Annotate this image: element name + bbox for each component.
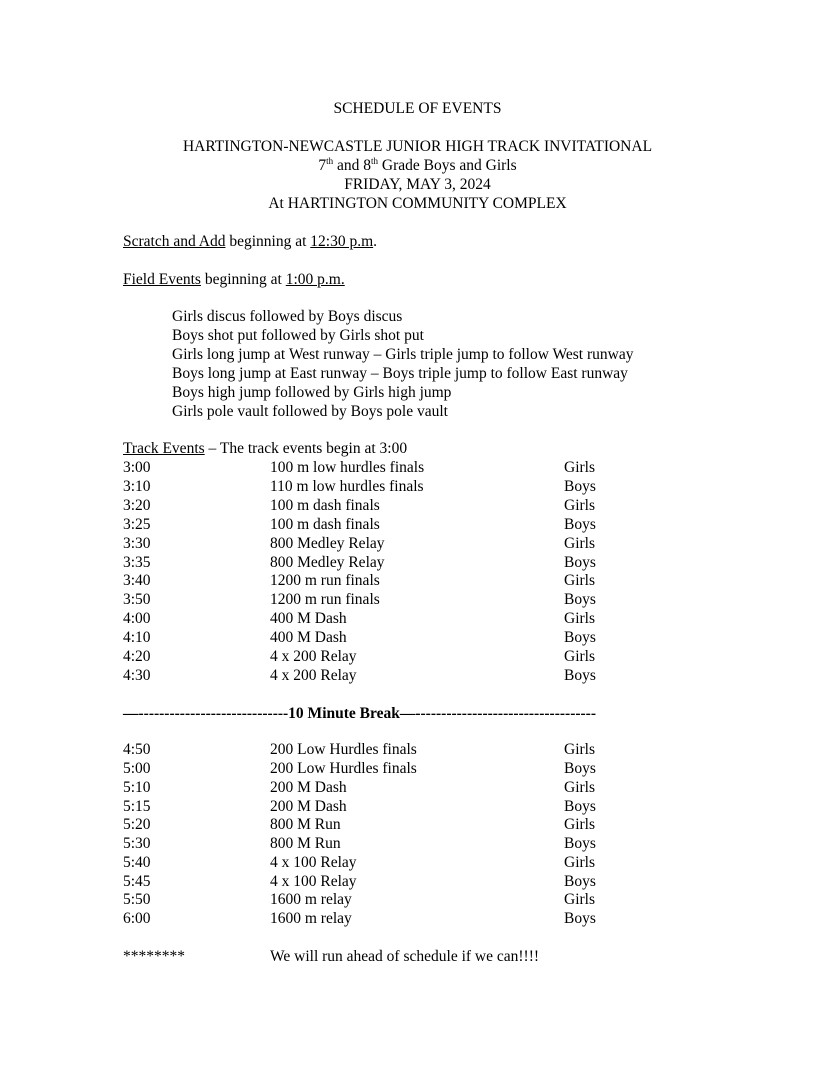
- event-time: 4:50: [123, 741, 151, 758]
- event-time: 5:10: [123, 779, 151, 796]
- break-divider: —-----------------------------10 Minute Break—-----------------------------------: [123, 705, 596, 722]
- event-gender: Girls: [564, 459, 595, 476]
- event-time: 4:10: [123, 629, 151, 646]
- event-time: 5:15: [123, 798, 151, 815]
- event-name: 800 Medley Relay: [270, 535, 385, 552]
- schedule-row: [0, 590, 835, 609]
- schedule-row: [0, 834, 835, 853]
- event-name: 1600 m relay: [270, 910, 352, 927]
- event-name: 4 x 200 Relay: [270, 648, 357, 665]
- grade-line: [0, 156, 835, 175]
- event-name: 200 Low Hurdles finals: [270, 760, 417, 777]
- event-gender: Boys: [564, 760, 596, 777]
- event-gender: Boys: [564, 478, 596, 495]
- event-time: 4:30: [123, 667, 151, 684]
- event-name: 800 Medley Relay: [270, 554, 385, 571]
- event-gender: Boys: [564, 554, 596, 571]
- grade-eight: and 8: [333, 157, 371, 174]
- event-gender: Girls: [564, 891, 595, 908]
- event-time: 5:45: [123, 873, 151, 890]
- event-gender: Girls: [564, 535, 595, 552]
- event-time: 5:50: [123, 891, 151, 908]
- field-event-item: Boys shot put followed by Girls shot put: [172, 327, 424, 344]
- scratch-text: beginning at: [225, 233, 311, 250]
- event-time: 3:35: [123, 554, 151, 571]
- event-time: 3:50: [123, 591, 151, 608]
- scratch-time: 12:30 p.m: [310, 233, 374, 250]
- scratch-line: [123, 232, 377, 251]
- meet-location: At HARTINGTON COMMUNITY COMPLEX: [268, 195, 567, 212]
- field-event-item: Girls pole vault followed by Boys pole vault: [172, 403, 448, 420]
- schedule-row: [0, 477, 835, 496]
- schedule-row: [0, 797, 835, 816]
- schedule-row: [0, 890, 835, 909]
- track-events-line: [123, 439, 407, 458]
- schedule-row: [0, 740, 835, 759]
- event-gender: Boys: [564, 629, 596, 646]
- schedule-row: [0, 534, 835, 553]
- schedule-row: [0, 458, 835, 477]
- event-name: 1200 m run finals: [270, 572, 380, 589]
- event-name: 100 m dash finals: [270, 497, 380, 514]
- schedule-row: [0, 647, 835, 666]
- event-name: 1200 m run finals: [270, 591, 380, 608]
- field-event-item: Boys long jump at East runway – Boys triple jump to follow East runway: [172, 365, 628, 382]
- event-time: 3:20: [123, 497, 151, 514]
- event-gender: Boys: [564, 910, 596, 927]
- event-name: 1600 m relay: [270, 891, 352, 908]
- field-event-item: Girls long jump at West runway – Girls triple jump to follow West runway: [172, 346, 634, 363]
- schedule-row: [0, 778, 835, 797]
- scratch-label: Scratch and Add: [123, 233, 226, 250]
- event-time: 3:10: [123, 478, 151, 495]
- schedule-row: [0, 853, 835, 872]
- schedule-row: [0, 909, 835, 928]
- event-time: 4:00: [123, 610, 151, 627]
- field-event-item: Girls discus followed by Boys discus: [172, 308, 403, 325]
- track-events-text: – The track events begin at 3:00: [204, 440, 408, 457]
- schedule-row: [0, 815, 835, 834]
- event-gender: Boys: [564, 591, 596, 608]
- event-time: 5:00: [123, 760, 151, 777]
- event-name: 4 x 100 Relay: [270, 854, 357, 871]
- field-event-item: Boys high jump followed by Girls high jump: [172, 384, 452, 401]
- event-time: 5:40: [123, 854, 151, 871]
- grade-eight-suffix: th: [371, 156, 379, 166]
- event-gender: Boys: [564, 873, 596, 890]
- field-events-text: beginning at: [200, 271, 286, 288]
- event-name: 4 x 200 Relay: [270, 667, 357, 684]
- field-events-label: Field Events: [123, 271, 201, 288]
- event-gender: Girls: [564, 816, 595, 833]
- event-name: 800 M Run: [270, 835, 341, 852]
- field-events-time: 1:00 p.m.: [285, 271, 345, 288]
- field-events-line: [123, 270, 345, 289]
- schedule-row: [0, 496, 835, 515]
- event-gender: Girls: [564, 779, 595, 796]
- schedule-row: [0, 571, 835, 590]
- meet-date: FRIDAY, MAY 3, 2024: [344, 176, 491, 193]
- meet-name: HARTINGTON-NEWCASTLE JUNIOR HIGH TRACK INVITATIONAL: [182, 138, 653, 155]
- event-gender: Girls: [564, 497, 595, 514]
- event-name: 100 m dash finals: [270, 516, 380, 533]
- schedule-row: [0, 666, 835, 685]
- grade-seven-suffix: th: [326, 156, 334, 166]
- event-name: 200 Low Hurdles finals: [270, 741, 417, 758]
- schedule-row: [0, 872, 835, 891]
- schedule-row: [0, 553, 835, 572]
- event-gender: Boys: [564, 667, 596, 684]
- event-time: 4:20: [123, 648, 151, 665]
- event-name: 400 M Dash: [270, 629, 347, 646]
- event-time: 5:20: [123, 816, 151, 833]
- track-events-label: Track Events: [123, 440, 205, 457]
- event-gender: Girls: [564, 854, 595, 871]
- event-time: 3:40: [123, 572, 151, 589]
- footer-stars: ********: [123, 948, 185, 965]
- grade-seven: 7: [318, 157, 327, 174]
- event-name: 100 m low hurdles finals: [270, 459, 425, 476]
- event-name: 200 M Dash: [270, 798, 347, 815]
- event-name: 200 M Dash: [270, 779, 347, 796]
- document-title: SCHEDULE OF EVENTS: [333, 100, 502, 117]
- event-time: 6:00: [123, 910, 151, 927]
- event-gender: Boys: [564, 516, 596, 533]
- event-gender: Girls: [564, 741, 595, 758]
- schedule-row: [0, 628, 835, 647]
- event-time: 3:30: [123, 535, 151, 552]
- event-gender: Girls: [564, 610, 595, 627]
- grade-description: Grade Boys and Girls: [378, 157, 517, 174]
- event-gender: Boys: [564, 835, 596, 852]
- footer-note: We will run ahead of schedule if we can!!!!: [270, 948, 540, 965]
- event-gender: Girls: [564, 572, 595, 589]
- event-gender: Boys: [564, 798, 596, 815]
- schedule-row: [0, 609, 835, 628]
- event-gender: Girls: [564, 648, 595, 665]
- event-time: 3:00: [123, 459, 151, 476]
- event-time: 5:30: [123, 835, 151, 852]
- schedule-row: [0, 759, 835, 778]
- event-name: 4 x 100 Relay: [270, 873, 357, 890]
- event-name: 400 M Dash: [270, 610, 347, 627]
- event-name: 110 m low hurdles finals: [270, 478, 424, 495]
- event-name: 800 M Run: [270, 816, 341, 833]
- event-time: 3:25: [123, 516, 151, 533]
- scratch-end: .: [373, 233, 378, 250]
- schedule-row: [0, 515, 835, 534]
